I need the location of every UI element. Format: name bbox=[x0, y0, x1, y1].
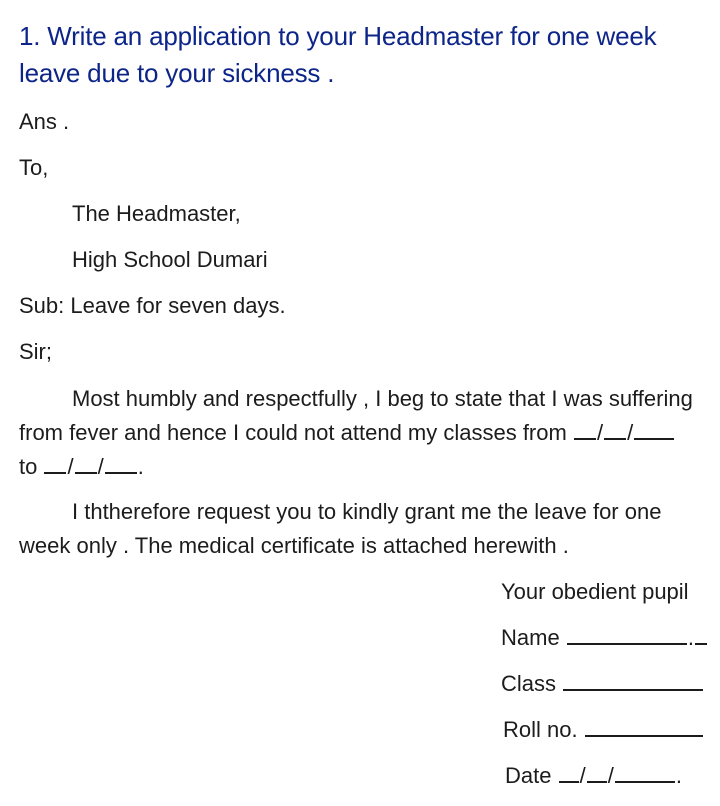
closing-line: Your obedient pupil bbox=[501, 579, 689, 604]
to-date-blank: / / bbox=[43, 454, 137, 479]
date-field bbox=[505, 761, 682, 791]
name-label: Name bbox=[501, 625, 560, 650]
to-word: to bbox=[19, 454, 38, 479]
from-date-blank: / / bbox=[573, 420, 675, 445]
question-heading: 1. Write an application to your Headmaster for one week leave due to your sickness . bbox=[19, 21, 657, 88]
body-paragraph-1 bbox=[19, 382, 699, 484]
roll-field bbox=[503, 715, 704, 745]
class-label: Class bbox=[501, 671, 557, 696]
answer-label: Ans . bbox=[19, 109, 70, 134]
roll-blank bbox=[585, 717, 703, 737]
cropped-previous-text bbox=[0, 0, 720, 6]
class-field bbox=[501, 669, 704, 699]
to-label: To, bbox=[19, 155, 49, 180]
paragraph-1-text: Most humbly and respectfully , I beg to state that I was suffering from fever and hence I could not attend my classes from bbox=[19, 386, 693, 445]
paragraph-1-end: . bbox=[137, 454, 144, 479]
class-blank bbox=[563, 671, 703, 691]
date-label: Date bbox=[505, 763, 552, 788]
body-paragraph-2: I ththerefore request you to kindly grant me the leave for one week only . The medical certificate is attached herewith . bbox=[19, 499, 662, 558]
recipient-school: High School Dumari bbox=[72, 247, 268, 272]
roll-label: Roll no. bbox=[503, 717, 578, 742]
name-field: Name . bbox=[501, 623, 708, 653]
name-blank bbox=[567, 625, 687, 645]
date-blank: / / . bbox=[558, 763, 682, 788]
subject-line: Sub: Leave for seven days. bbox=[19, 293, 286, 318]
salutation: Sir; bbox=[19, 339, 52, 364]
recipient-title: The Headmaster, bbox=[72, 201, 241, 226]
